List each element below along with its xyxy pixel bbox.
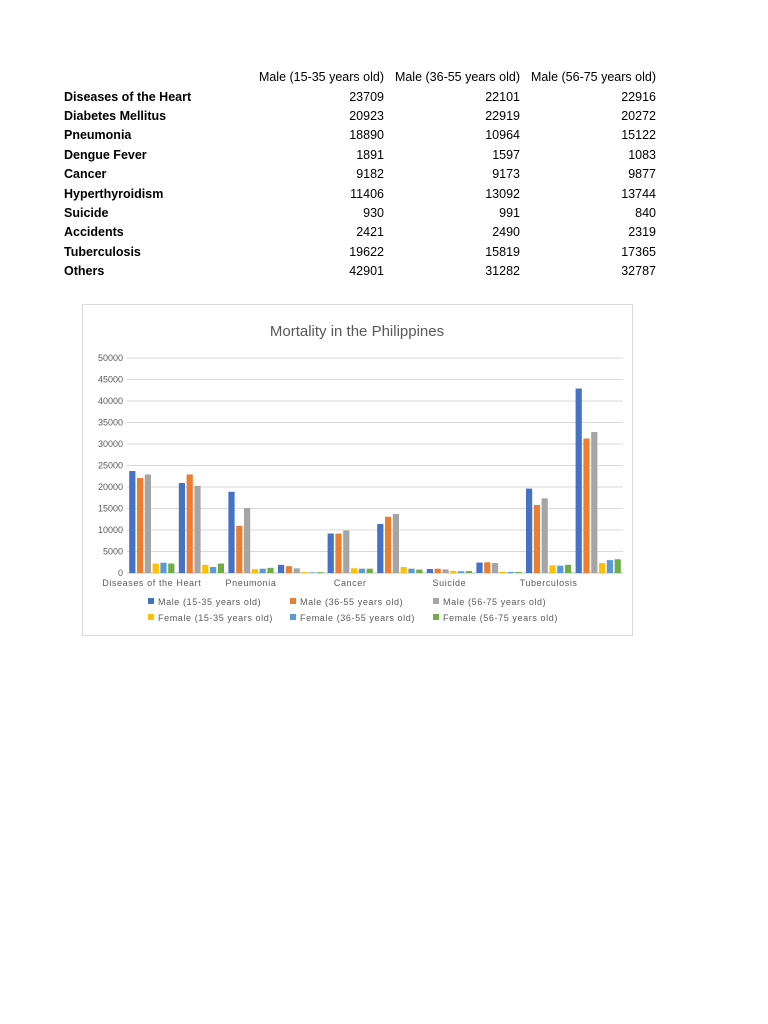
- x-category-label: Suicide: [432, 578, 467, 588]
- y-tick-label: 45000: [97, 374, 123, 385]
- legend-label: Male (36-55 years old): [300, 597, 404, 607]
- bar[interactable]: [500, 572, 506, 573]
- bars: [129, 389, 621, 573]
- bar[interactable]: [160, 563, 166, 573]
- row-label: Others: [64, 264, 105, 279]
- table-row: [58, 165, 656, 184]
- bar[interactable]: [576, 389, 582, 573]
- bar[interactable]: [583, 438, 589, 573]
- table-header-male-15-35: Male (15-35 years old): [258, 70, 384, 85]
- table-row: [58, 262, 656, 281]
- chart-title: Mortality in the Philippines: [269, 323, 445, 340]
- bar[interactable]: [129, 471, 135, 573]
- x-category-label: Cancer: [333, 578, 367, 588]
- legend-swatch: [433, 598, 439, 604]
- y-tick-label: 10000: [97, 525, 123, 535]
- table-row: [58, 126, 656, 145]
- table-cell: 17365: [621, 244, 656, 259]
- legend-swatch: [148, 614, 154, 620]
- table-row: [58, 107, 656, 126]
- bar[interactable]: [542, 498, 548, 573]
- bar[interactable]: [309, 572, 315, 573]
- table-cell: 11406: [350, 186, 384, 201]
- x-category-label: Diseases of the Heart: [102, 578, 202, 588]
- table-body: [58, 87, 656, 281]
- legend-swatch: [290, 614, 296, 620]
- bar[interactable]: [286, 566, 292, 573]
- legend: [148, 597, 558, 623]
- chart-container[interactable]: [82, 304, 633, 636]
- y-tick-label: 25000: [97, 460, 123, 471]
- bar[interactable]: [450, 571, 456, 573]
- grid-lines: [127, 358, 623, 573]
- table-cell: 9182: [356, 167, 384, 182]
- table-header-male-36-55: Male (36-55 years old): [394, 70, 520, 85]
- bar[interactable]: [435, 569, 441, 573]
- bar[interactable]: [278, 565, 284, 573]
- table-cell: 991: [499, 205, 520, 220]
- table-row: [58, 223, 656, 242]
- table-cell: 20923: [349, 108, 384, 123]
- table-cell: 32787: [621, 264, 656, 279]
- legend-label: Female (56-75 years old): [443, 613, 558, 623]
- row-label: Suicide: [64, 205, 109, 220]
- table-cell: 22919: [485, 108, 520, 123]
- y-tick-label: 15000: [97, 503, 123, 514]
- table-header-row: [58, 68, 656, 87]
- table-cell: 22916: [621, 89, 656, 104]
- table-cell: 13092: [485, 186, 520, 201]
- bar[interactable]: [508, 572, 514, 573]
- mortality-chart: [83, 305, 634, 637]
- table-cell: 1597: [492, 147, 520, 162]
- bar[interactable]: [328, 534, 334, 573]
- table-cell: 2490: [492, 225, 520, 240]
- table-cell: 15122: [621, 128, 656, 143]
- bar[interactable]: [202, 565, 208, 573]
- row-label: Accidents: [64, 225, 124, 240]
- table-row: [58, 184, 656, 203]
- row-label: Tuberculosis: [64, 244, 141, 259]
- table-cell: 2319: [628, 225, 656, 240]
- x-axis-labels: [102, 578, 577, 588]
- x-category-label: Pneumonia: [225, 578, 277, 588]
- table-cell: 10964: [485, 128, 520, 143]
- bar[interactable]: [260, 569, 266, 573]
- bar[interactable]: [591, 432, 597, 573]
- bar[interactable]: [549, 565, 555, 573]
- legend-label: Female (36-55 years old): [300, 613, 415, 623]
- bar[interactable]: [401, 567, 407, 573]
- table-cell: 31282: [485, 264, 520, 279]
- bar[interactable]: [179, 483, 185, 573]
- bar[interactable]: [301, 572, 307, 573]
- bar[interactable]: [484, 562, 490, 573]
- bar[interactable]: [408, 569, 414, 573]
- bar[interactable]: [615, 559, 621, 573]
- bar[interactable]: [526, 489, 532, 573]
- bar[interactable]: [210, 567, 216, 573]
- legend-swatch: [290, 598, 296, 604]
- x-category-label: Tuberculosis: [519, 578, 578, 588]
- bar[interactable]: [194, 486, 200, 573]
- bar[interactable]: [335, 534, 341, 573]
- row-label: Hyperthyroidism: [64, 186, 164, 201]
- bar[interactable]: [244, 508, 250, 573]
- y-tick-label: 30000: [97, 439, 123, 449]
- table-row: [58, 87, 656, 106]
- bar[interactable]: [228, 492, 234, 573]
- table-cell: 19622: [349, 244, 384, 259]
- table-cell: 9173: [492, 167, 520, 182]
- y-tick-label: 20000: [97, 482, 123, 492]
- bar[interactable]: [458, 571, 464, 573]
- legend-label: Male (15-35 years old): [158, 597, 262, 607]
- table-cell: 22101: [485, 89, 520, 104]
- y-tick-label: 35000: [97, 417, 123, 428]
- table-row: [58, 243, 656, 262]
- bar[interactable]: [599, 563, 605, 573]
- bar[interactable]: [351, 568, 357, 573]
- table-header-blank: [58, 68, 250, 87]
- y-axis-ticks: [98, 353, 123, 578]
- bar[interactable]: [267, 568, 273, 573]
- mortality-table: [58, 68, 656, 281]
- bar[interactable]: [385, 517, 391, 573]
- legend-label: Male (56-75 years old): [443, 597, 547, 607]
- bar[interactable]: [565, 565, 571, 573]
- bar[interactable]: [492, 563, 498, 573]
- bar[interactable]: [442, 569, 448, 573]
- bar[interactable]: [534, 505, 540, 573]
- bar[interactable]: [187, 474, 193, 573]
- table-cell: 18890: [349, 128, 384, 143]
- table-cell: 9877: [628, 167, 656, 182]
- table-cell: 23709: [349, 89, 384, 104]
- bar[interactable]: [343, 531, 349, 573]
- table-cell: 1083: [628, 147, 656, 162]
- table-cell: 930: [363, 205, 384, 220]
- bar[interactable]: [145, 474, 151, 573]
- bar[interactable]: [466, 571, 472, 573]
- row-label: Dengue Fever: [64, 147, 147, 162]
- table-cell: 13744: [621, 186, 656, 201]
- bar[interactable]: [515, 572, 521, 573]
- table-cell: 15819: [485, 244, 520, 259]
- bar[interactable]: [476, 563, 482, 573]
- bar[interactable]: [416, 570, 422, 573]
- bar[interactable]: [137, 478, 143, 573]
- bar[interactable]: [377, 524, 383, 573]
- row-label: Pneumonia: [64, 128, 132, 143]
- table-cell: 840: [635, 205, 656, 220]
- bar[interactable]: [294, 568, 300, 573]
- y-tick-label: 50000: [97, 353, 123, 363]
- legend-swatch: [433, 614, 439, 620]
- row-label: Diseases of the Heart: [64, 89, 192, 104]
- legend-label: Female (15-35 years old): [158, 613, 273, 623]
- table-cell: 20272: [621, 108, 656, 123]
- y-tick-label: 5000: [102, 546, 123, 557]
- y-tick-label: 0: [117, 568, 123, 578]
- row-label: Diabetes Mellitus: [64, 108, 167, 123]
- bar[interactable]: [359, 569, 365, 573]
- table-cell: 1891: [356, 147, 384, 162]
- table-row: [58, 204, 656, 223]
- table-cell: 2421: [356, 225, 384, 240]
- table-cell: 42901: [349, 264, 384, 279]
- bar[interactable]: [153, 564, 159, 573]
- bar[interactable]: [557, 566, 563, 573]
- bar[interactable]: [427, 569, 433, 573]
- bar[interactable]: [252, 569, 258, 573]
- legend-swatch: [148, 598, 154, 604]
- y-tick-label: 40000: [97, 396, 123, 406]
- bar[interactable]: [607, 560, 613, 573]
- table-header-male-56-75: Male (56-75 years old): [530, 70, 656, 85]
- bar[interactable]: [168, 564, 174, 573]
- table-row: [58, 146, 656, 165]
- bar[interactable]: [367, 569, 373, 573]
- bar[interactable]: [317, 572, 323, 573]
- row-label: Cancer: [64, 167, 107, 182]
- bar[interactable]: [218, 564, 224, 573]
- bar[interactable]: [393, 514, 399, 573]
- bar[interactable]: [236, 526, 242, 573]
